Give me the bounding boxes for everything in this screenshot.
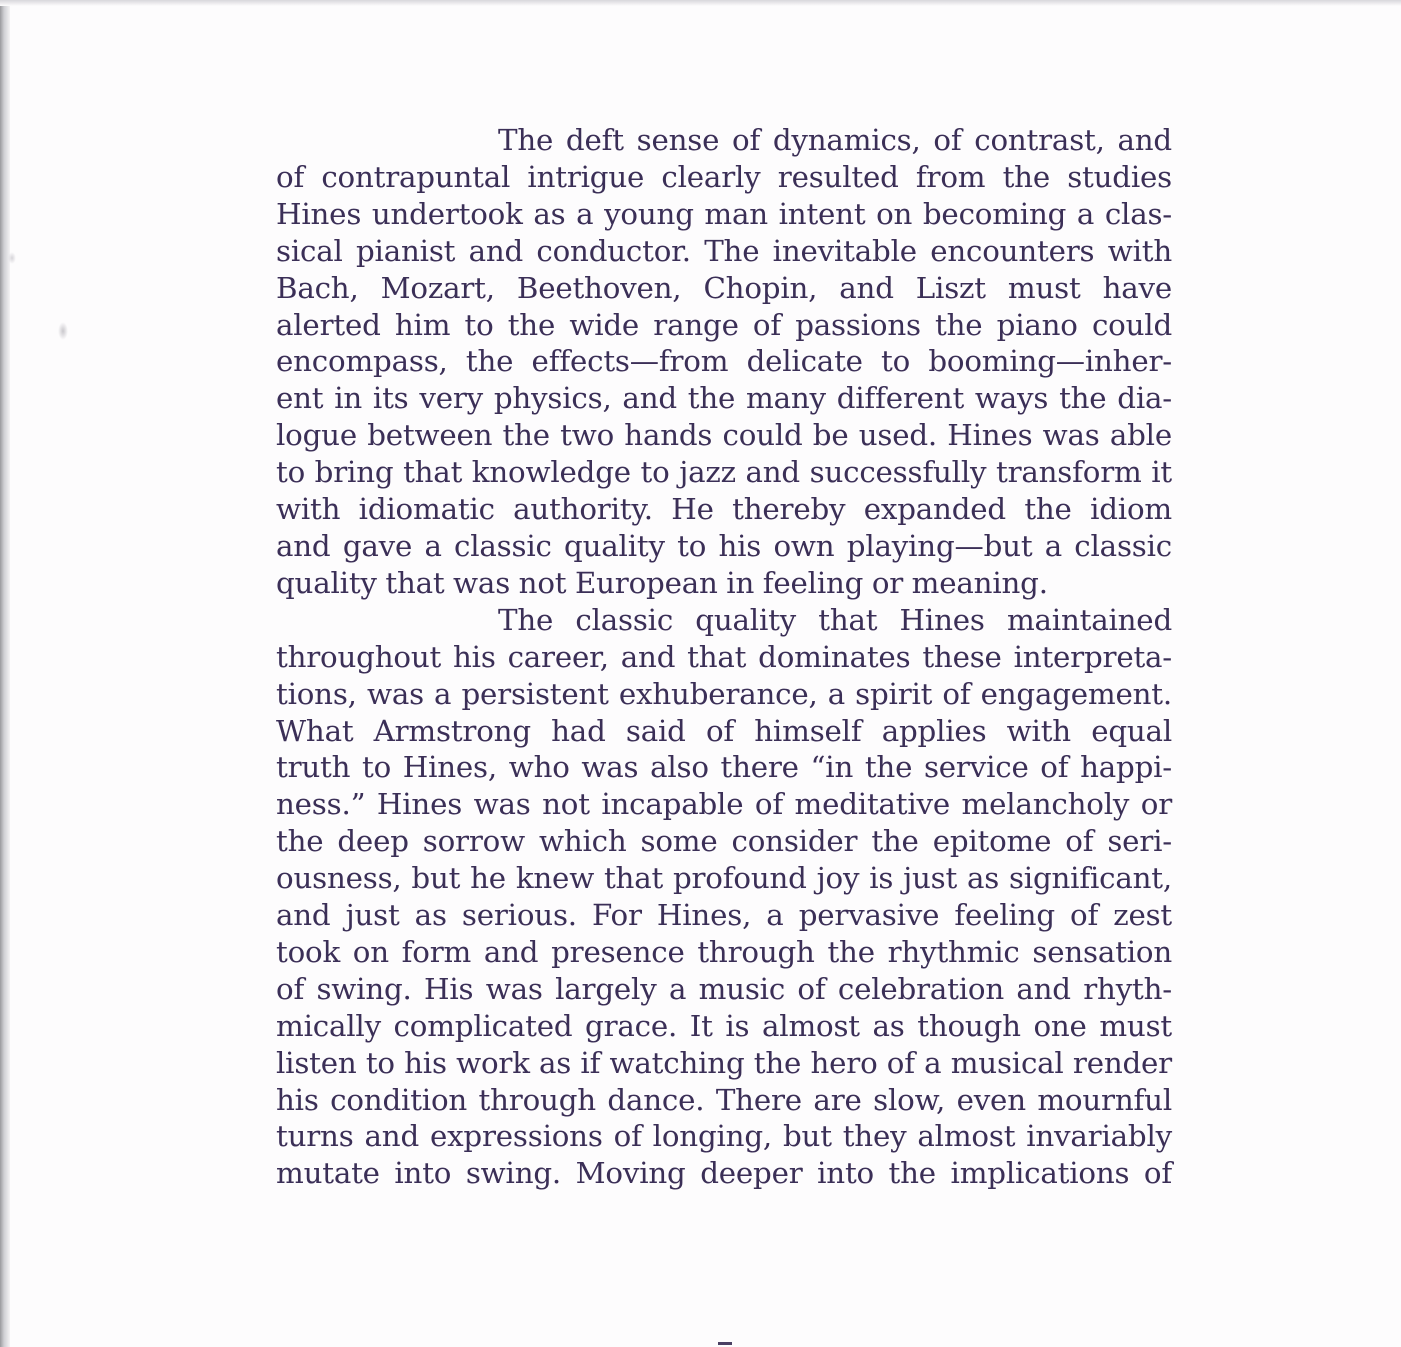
text-line: turns and expressions of longing, but they almost invariably (276, 1119, 1172, 1154)
text-line: What Armstrong had said of himself applies with equal (276, 713, 1172, 748)
text-line: ness.” Hines was not incapable of meditative melancholy or (276, 787, 1172, 822)
text-line: listen to his work as if watching the hero of a musical render (276, 1045, 1172, 1080)
text-line: ousness, but he knew that profound joy is just as significant, (276, 861, 1172, 896)
text-line: with idiomatic authority. He thereby expanded the idiom (276, 492, 1172, 527)
text-line: and just as serious. For Hines, a pervasive feeling of zest (276, 898, 1172, 933)
text-line: Bach, Mozart, Beethoven, Chopin, and Liszt must have (276, 270, 1172, 305)
text-line: The deft sense of dynamics, of contrast, and (498, 123, 1172, 157)
text-line: throughout his career, and that dominates these interpreta- (276, 639, 1172, 674)
text-line: mutate into swing. Moving deeper into the implications of (276, 1156, 1172, 1191)
text-line: truth to Hines, who was also there “in the service of happi- (276, 750, 1172, 785)
page-number-mark (718, 1342, 732, 1345)
text-line: Hines undertook as a young man intent on becoming a clas- (276, 196, 1172, 231)
text-line: mically complicated grace. It is almost as though one must (276, 1008, 1172, 1043)
text-line: encompass, the effects—from delicate to booming—inher- (276, 344, 1172, 379)
text-line: of contrapuntal intrigue clearly resulted from the studies (276, 159, 1172, 194)
text-line: to bring that knowledge to jazz and successfully transform it (276, 455, 1172, 490)
text-line: alerted him to the wide range of passions the piano could (276, 307, 1172, 342)
text-line: The classic quality that Hines maintained (498, 602, 1172, 637)
text-line: his condition through dance. There are slow, even mournful (276, 1082, 1172, 1117)
top-edge-shadow (0, 0, 1401, 6)
text-line: tions, was a persistent exhuberance, a spirit of engagement. (276, 676, 1172, 711)
text-line: took on form and presence through the rhythmic sensation (276, 934, 1172, 969)
paper-speck (58, 322, 68, 340)
text-line: the deep sorrow which some consider the epitome of seri- (276, 824, 1172, 859)
binding-shadow (0, 0, 10, 1347)
text-line: of swing. His was largely a music of celebration and rhyth- (276, 971, 1172, 1006)
text-line: and gave a classic quality to his own playing—but a classic (276, 528, 1172, 563)
paper-speck (8, 252, 16, 264)
body-text (276, 122, 1172, 1192)
text-line: logue between the two hands could be used. Hines was able (276, 418, 1172, 453)
text-line: quality that was not European in feeling or meaning. (276, 565, 1048, 600)
text-line: ent in its very physics, and the many different ways the dia- (276, 381, 1172, 416)
text-line: sical pianist and conductor. The inevitable encounters with (276, 233, 1172, 268)
